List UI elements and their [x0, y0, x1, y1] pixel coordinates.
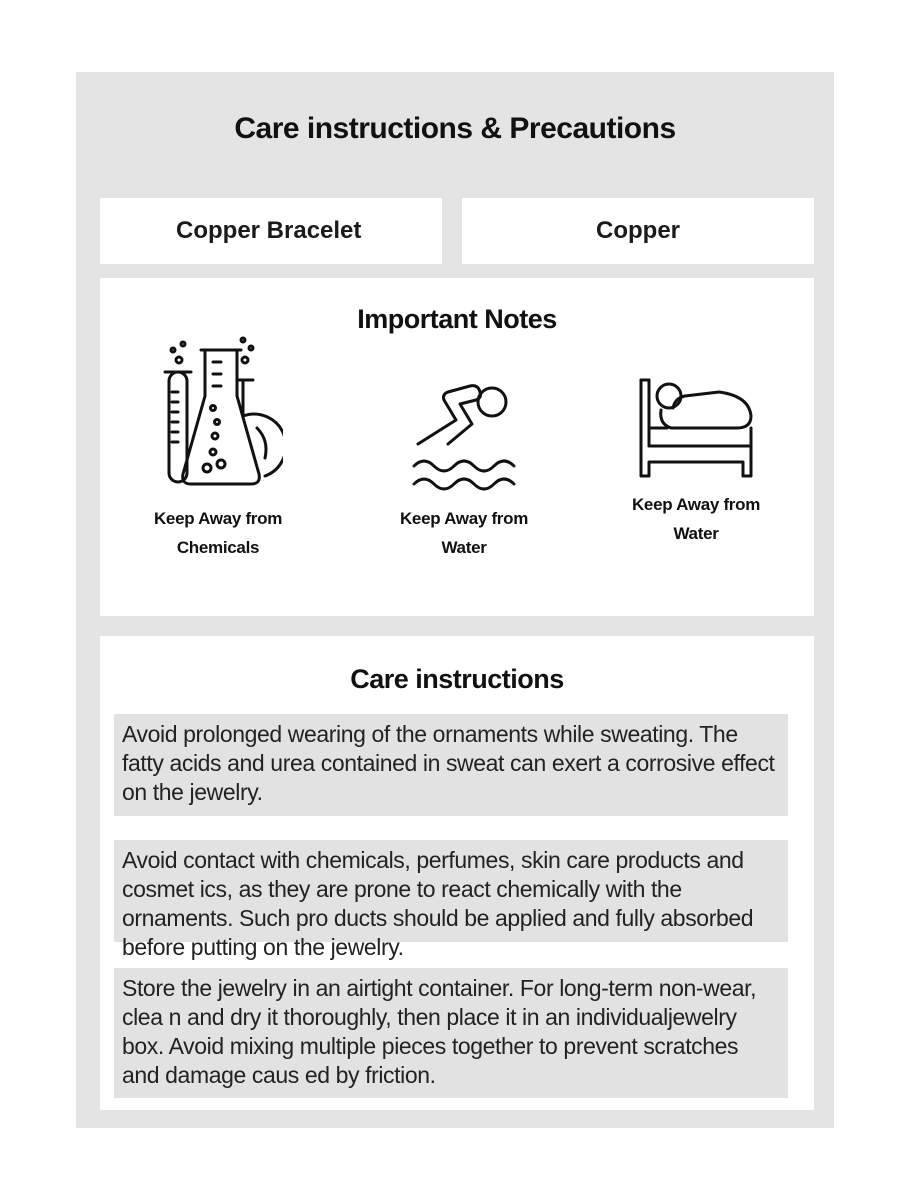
note-water-bed — [596, 372, 796, 548]
material-box — [462, 198, 814, 264]
care-card — [76, 72, 834, 1128]
note-water-bed-line1: Keep Away from — [631, 495, 761, 514]
note-water-swim-line2: Water — [441, 538, 487, 557]
chemicals-icon — [153, 336, 283, 496]
swimming-icon — [404, 366, 524, 496]
product-name: Copper Bracelet — [176, 217, 362, 244]
material-name: Copper — [596, 217, 680, 244]
note-water-swim-line1: Keep Away from — [399, 509, 529, 528]
important-notes-section — [100, 278, 814, 616]
care-paragraph-chemicals: Avoid contact with chemicals, perfumes, skin care products and cosmet ics, as they are prone to react chemically with the ornaments. Such pro ducts should be applied and fully absorbed before putting on the jewelry. — [114, 840, 788, 942]
note-water-swim — [364, 366, 564, 562]
bed-icon — [631, 372, 761, 482]
important-notes-title: Important Notes — [357, 304, 557, 334]
care-instructions-title: Care instructions — [350, 664, 564, 694]
page-title: Care instructions & Precautions — [234, 112, 676, 145]
product-name-box — [100, 198, 442, 264]
care-instructions-section — [100, 636, 814, 1110]
care-paragraph-storage: Store the jewelry in an airtight container. For long-term non-wear, clea n and dry it thoroughly, then place it in an individualjewelry box. Avoid mixing multiple pieces together to prevent scratches and damage caus ed by friction. — [114, 968, 788, 1098]
note-water-bed-line2: Water — [673, 524, 719, 543]
note-chemicals-line2: Chemicals — [176, 538, 260, 557]
note-chemicals-line1: Keep Away from — [153, 509, 283, 528]
care-paragraph-sweat: Avoid prolonged wearing of the ornaments while sweating. The fatty acids and urea contained in sweat can exert a corrosive effect on the jewelry. — [114, 714, 788, 816]
note-chemicals — [118, 336, 318, 562]
